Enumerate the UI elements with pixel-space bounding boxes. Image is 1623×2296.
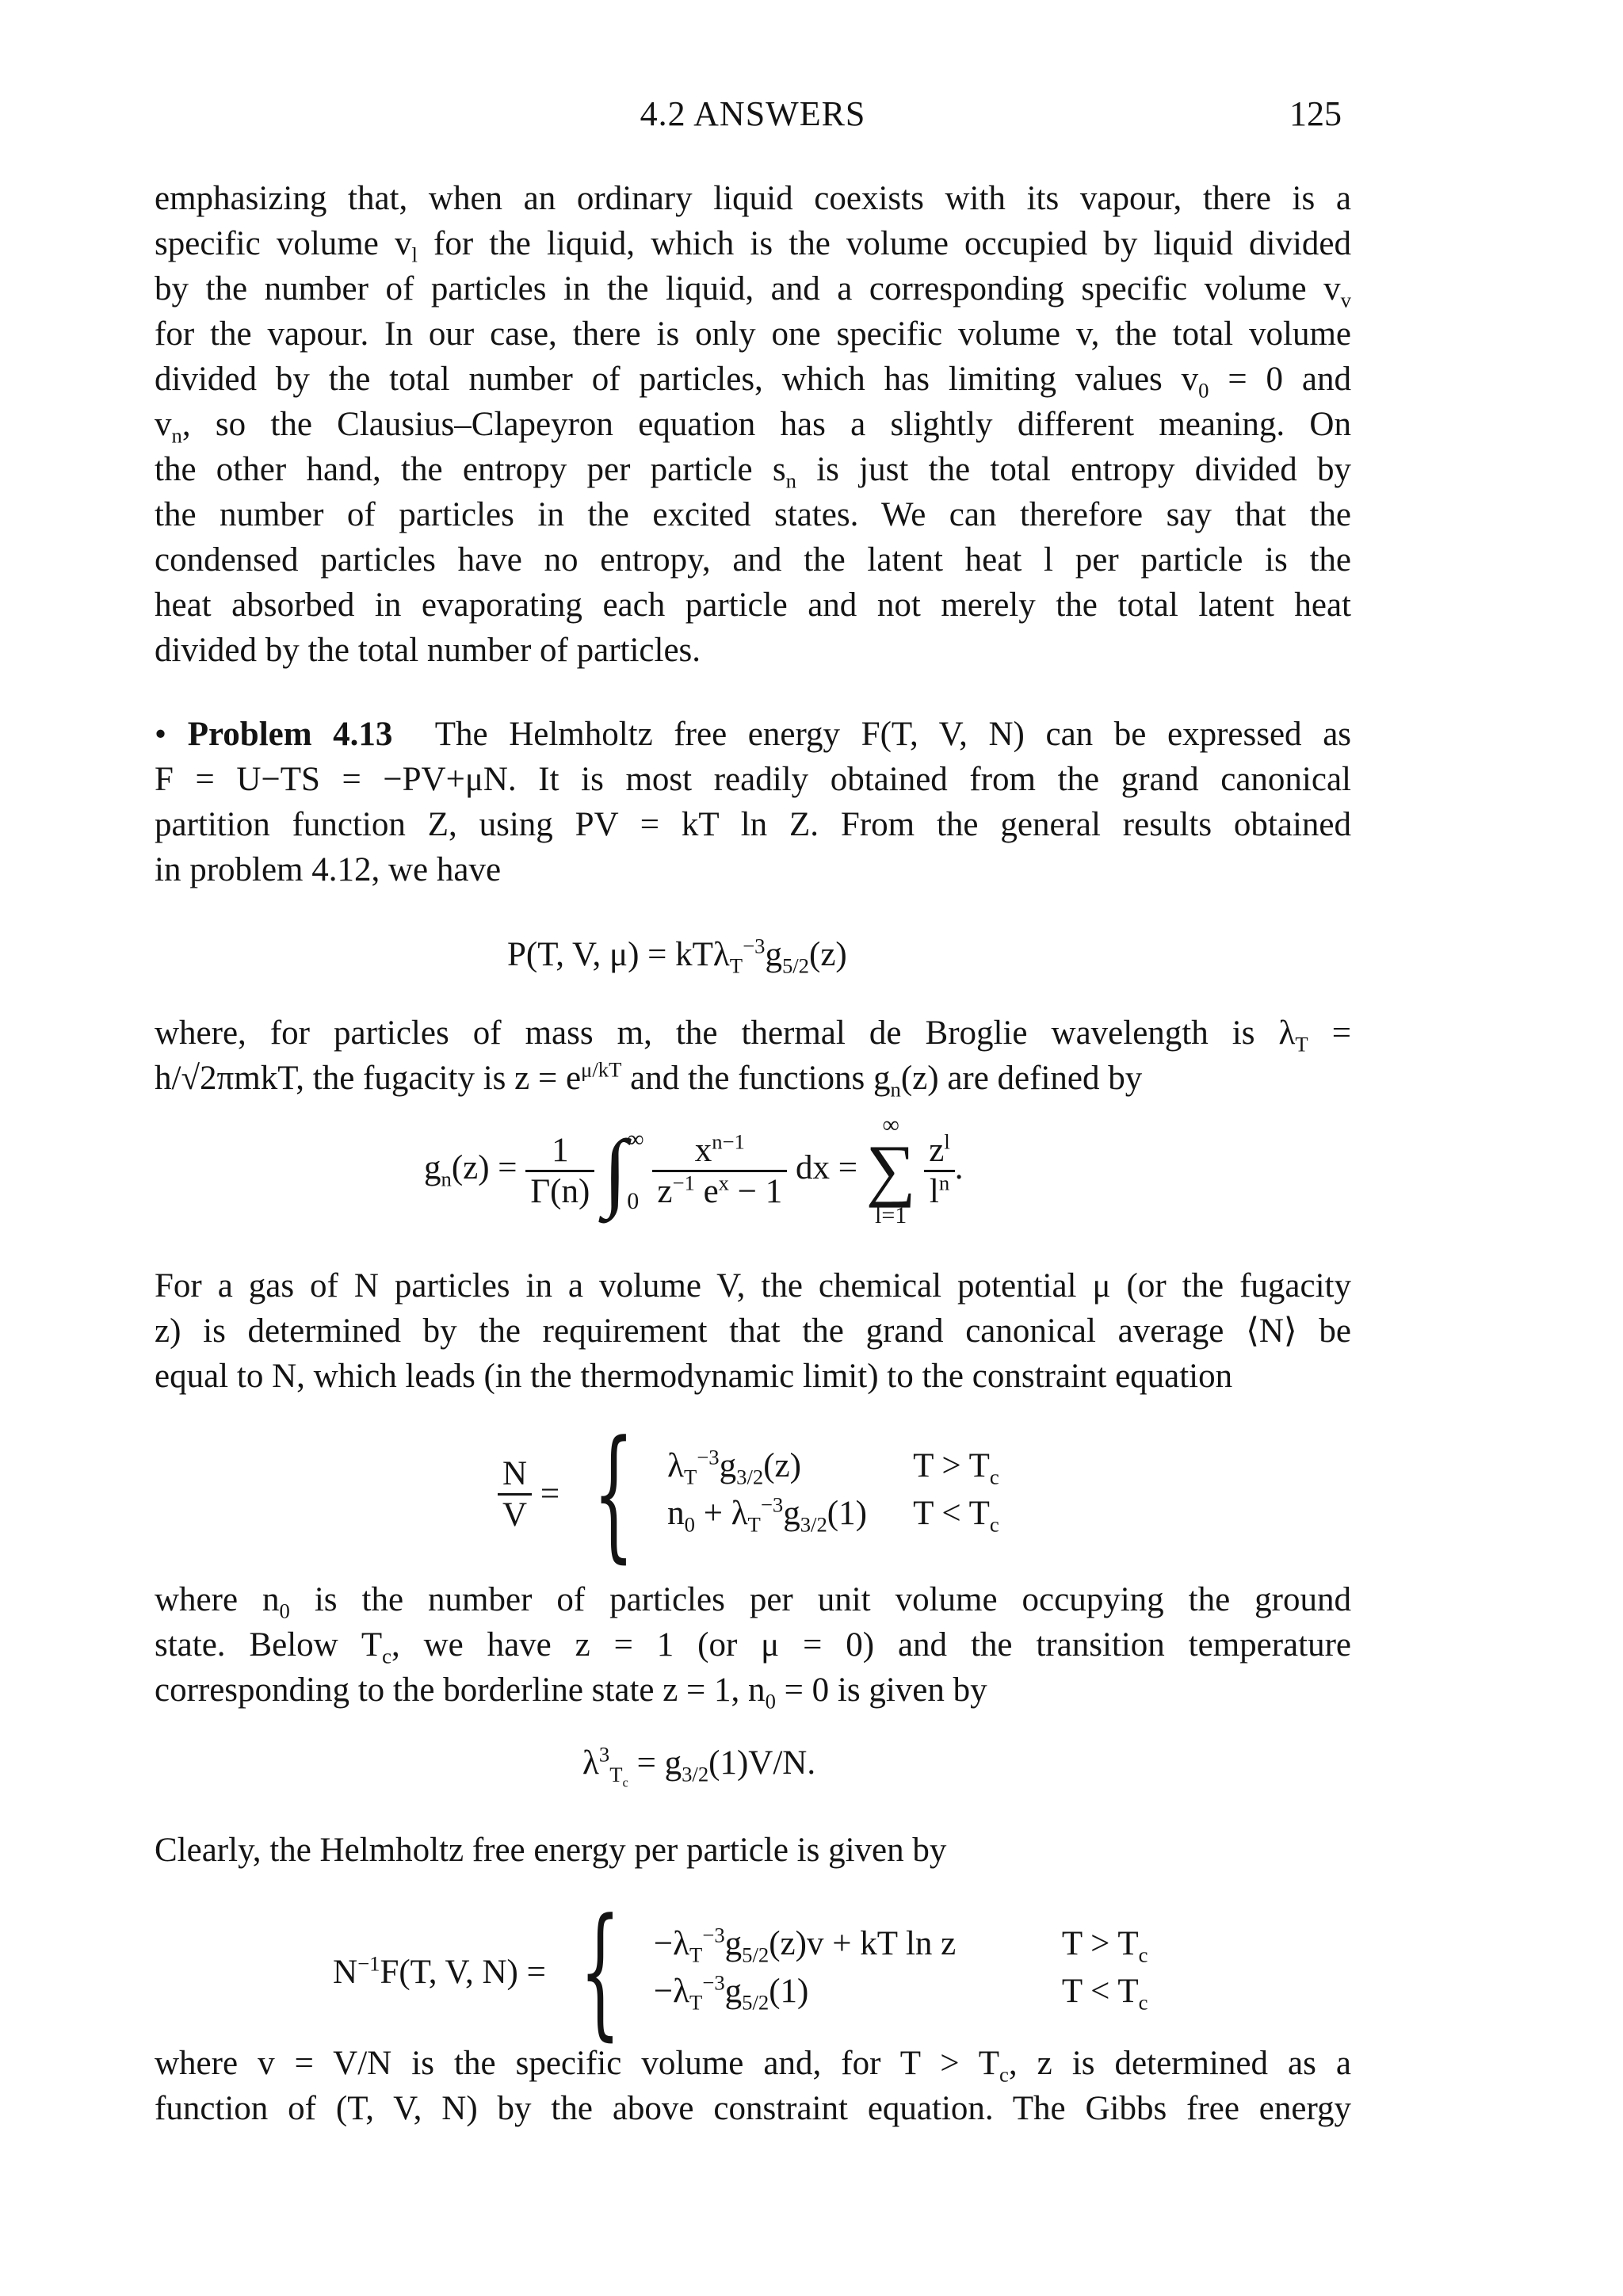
text-line: divided by the total number of particles. <box>155 632 701 669</box>
case-expr: $n_0 + \lambda_T^{-3}g_{3/2}(1)$ <box>667 1492 867 1537</box>
text-line: where v = V/N is the specific volume and, for $T > T_c$, z is determined as a <box>155 2045 1351 2087</box>
text-line: emphasizing that, when an ordinary liquid coexists with its vapour, there is a <box>155 180 1351 217</box>
text-line: the other hand, the entropy per particle $s_n$ is just the total entropy divided by <box>155 451 1351 493</box>
upper-limit: ∞ <box>627 1126 644 1152</box>
text-line: where $n_0$ is the number of particles per unit volume occupying the ground <box>155 1581 1351 1623</box>
case-expr: $-\lambda_T^{-3}g_{5/2}(z)v$ + kT ln z <box>653 1923 957 1967</box>
text-line: specific volume $v_l$ for the liquid, which is the volume occupied by liquid divided <box>155 225 1351 267</box>
case-row <box>667 1446 999 1494</box>
paragraph-constraint <box>155 1263 1351 1399</box>
eq-end: . <box>954 1148 964 1186</box>
text-line: equal to N, which leads (in the thermodynamic limit) to the constraint equation <box>155 1358 1233 1395</box>
left-brace: { <box>579 1889 621 2054</box>
summation <box>866 1114 916 1228</box>
running-header <box>155 94 1351 141</box>
case-cond: $T < T_c$ <box>1061 1973 1148 2015</box>
left-brace: { <box>593 1411 634 1576</box>
denominator: Γ(n) <box>525 1170 594 1211</box>
page-number: 125 <box>1289 94 1342 133</box>
text-line: state. Below $T_c$, we have z = 1 (or μ = 0) and the transition temperature <box>155 1626 1351 1668</box>
text-line: divided by the total number of particles, which has limiting values $v_0 = 0$ and <box>155 361 1351 403</box>
lower-limit: 0 <box>627 1188 640 1214</box>
text-line: F = U−TS = −PV+μN. It is most readily obtained from the grand canonical <box>155 761 1351 798</box>
numerator: 1 <box>552 1131 569 1169</box>
sum-sign: ∑ <box>865 1132 916 1209</box>
text-line: z) is determined by the requirement that the grand canonical average ⟨N⟩ be <box>155 1312 1351 1350</box>
text-line: condensed particles have no entropy, and the latent heat l per particle is the <box>155 541 1351 579</box>
problem-label: Problem 4.13 <box>187 716 393 753</box>
upper-limit: ∞ <box>882 1112 899 1138</box>
paragraph-clausius-clapeyron <box>155 176 1351 673</box>
text-line: h/√2πmkT, the fugacity is $z = e^{\mu/kT}$ and the functions $g_n(z)$ are defined by <box>155 1057 1143 1102</box>
fraction <box>924 1131 955 1211</box>
eq-lhs: $N^{-1}F(T$, V, N) = <box>333 1951 546 1991</box>
case-expr: $\lambda_T^{-3}g_{3/2}(z)$ <box>667 1445 801 1489</box>
numerator: N <box>502 1454 528 1492</box>
text-line: for the vapour. In our case, there is only one specific volume v, the total volume <box>155 315 1351 353</box>
eq-lhs: $g_n(z)$ = <box>424 1148 517 1191</box>
paragraph-gibbs <box>155 2041 1351 2131</box>
denominator: V <box>498 1493 532 1534</box>
text-line: where, for particles of mass m, the thermal de Broglie wavelength is $\lambda_T$ = <box>155 1014 1351 1056</box>
equation-constraint <box>498 1411 999 1576</box>
case-cond: $T > T_c$ <box>1061 1925 1148 1967</box>
equals-sign: = <box>540 1475 560 1513</box>
text-line <box>155 712 1351 757</box>
equation-transition-temperature: $\lambda^3_{T_c} = g_{3/2}(1)V/N$. <box>582 1742 816 1790</box>
paragraph-ground-state <box>155 1577 1351 1713</box>
text-line: For a gas of N particles in a volume V, the chemical potential μ (or the fugacity <box>155 1267 1351 1305</box>
text-line: the number of particles in the excited states. We can therefore say that the <box>155 496 1351 533</box>
numerator: $x^{n-1}$ <box>694 1129 745 1169</box>
numerator: $z^l$ <box>929 1129 950 1169</box>
text-line: partition function Z, using PV = kT ln Z. From the general results obtained <box>155 806 1351 843</box>
denominator: $z^{-1}$ $e^x - 1$ <box>652 1170 787 1211</box>
text-line: corresponding to the borderline state z = 1, $n_0 = 0$ is given by <box>155 1671 987 1713</box>
case-cond: $T < T_c$ <box>913 1495 999 1537</box>
case-expr: $-\lambda_T^{-3}g_{5/2}(1)$ <box>653 1970 809 2015</box>
fraction <box>498 1454 532 1534</box>
text-line: by the number of particles in the liquid, and a corresponding specific volume $v_v$ <box>155 270 1351 312</box>
cases <box>654 1924 1148 2019</box>
fraction <box>525 1131 594 1211</box>
case-cond: $T > T_c$ <box>913 1447 999 1489</box>
equation-pressure: P(T, V, $\mu) = kT\lambda_T^{-3}g_{5/2}(z)$ <box>507 934 847 978</box>
case-row <box>654 1972 1148 2019</box>
case-row <box>654 1924 1148 1972</box>
paragraph-problem-4-13 <box>155 712 1351 892</box>
equation-gn-definition <box>424 1114 964 1228</box>
equation-helmholtz-per-particle <box>333 1889 1148 2054</box>
text-line: $v_n$, so the Clausius–Clapeyron equation has a slightly different meaning. On <box>155 406 1351 448</box>
paragraph-de-broglie <box>155 1010 1351 1101</box>
denominator: $l^n$ <box>924 1170 955 1211</box>
section-title: 4.2 ANSWERS <box>640 94 866 133</box>
fraction <box>652 1131 787 1211</box>
lower-limit: l=1 <box>875 1202 907 1228</box>
eq-mid: dx = <box>796 1148 858 1186</box>
text-span: The Helmholtz free energy F(T, V, N) can be expressed as <box>434 716 1352 753</box>
text-line: heat absorbed in evaporating each particle and not merely the total latent heat <box>155 586 1351 624</box>
text-line: Clearly, the Helmholtz free energy per particle is given by <box>155 1832 947 1869</box>
bullet: • <box>155 716 188 753</box>
text-line: in problem 4.12, we have <box>155 851 502 888</box>
integral-limits <box>627 1122 643 1219</box>
case-row <box>667 1494 999 1541</box>
cases <box>667 1446 999 1541</box>
paragraph-helmholtz <box>155 1828 1351 1873</box>
integral-sign: ∫ <box>603 1122 628 1219</box>
text-line: function of (T, V, N) by the above constraint equation. The Gibbs free energy <box>155 2090 1351 2127</box>
